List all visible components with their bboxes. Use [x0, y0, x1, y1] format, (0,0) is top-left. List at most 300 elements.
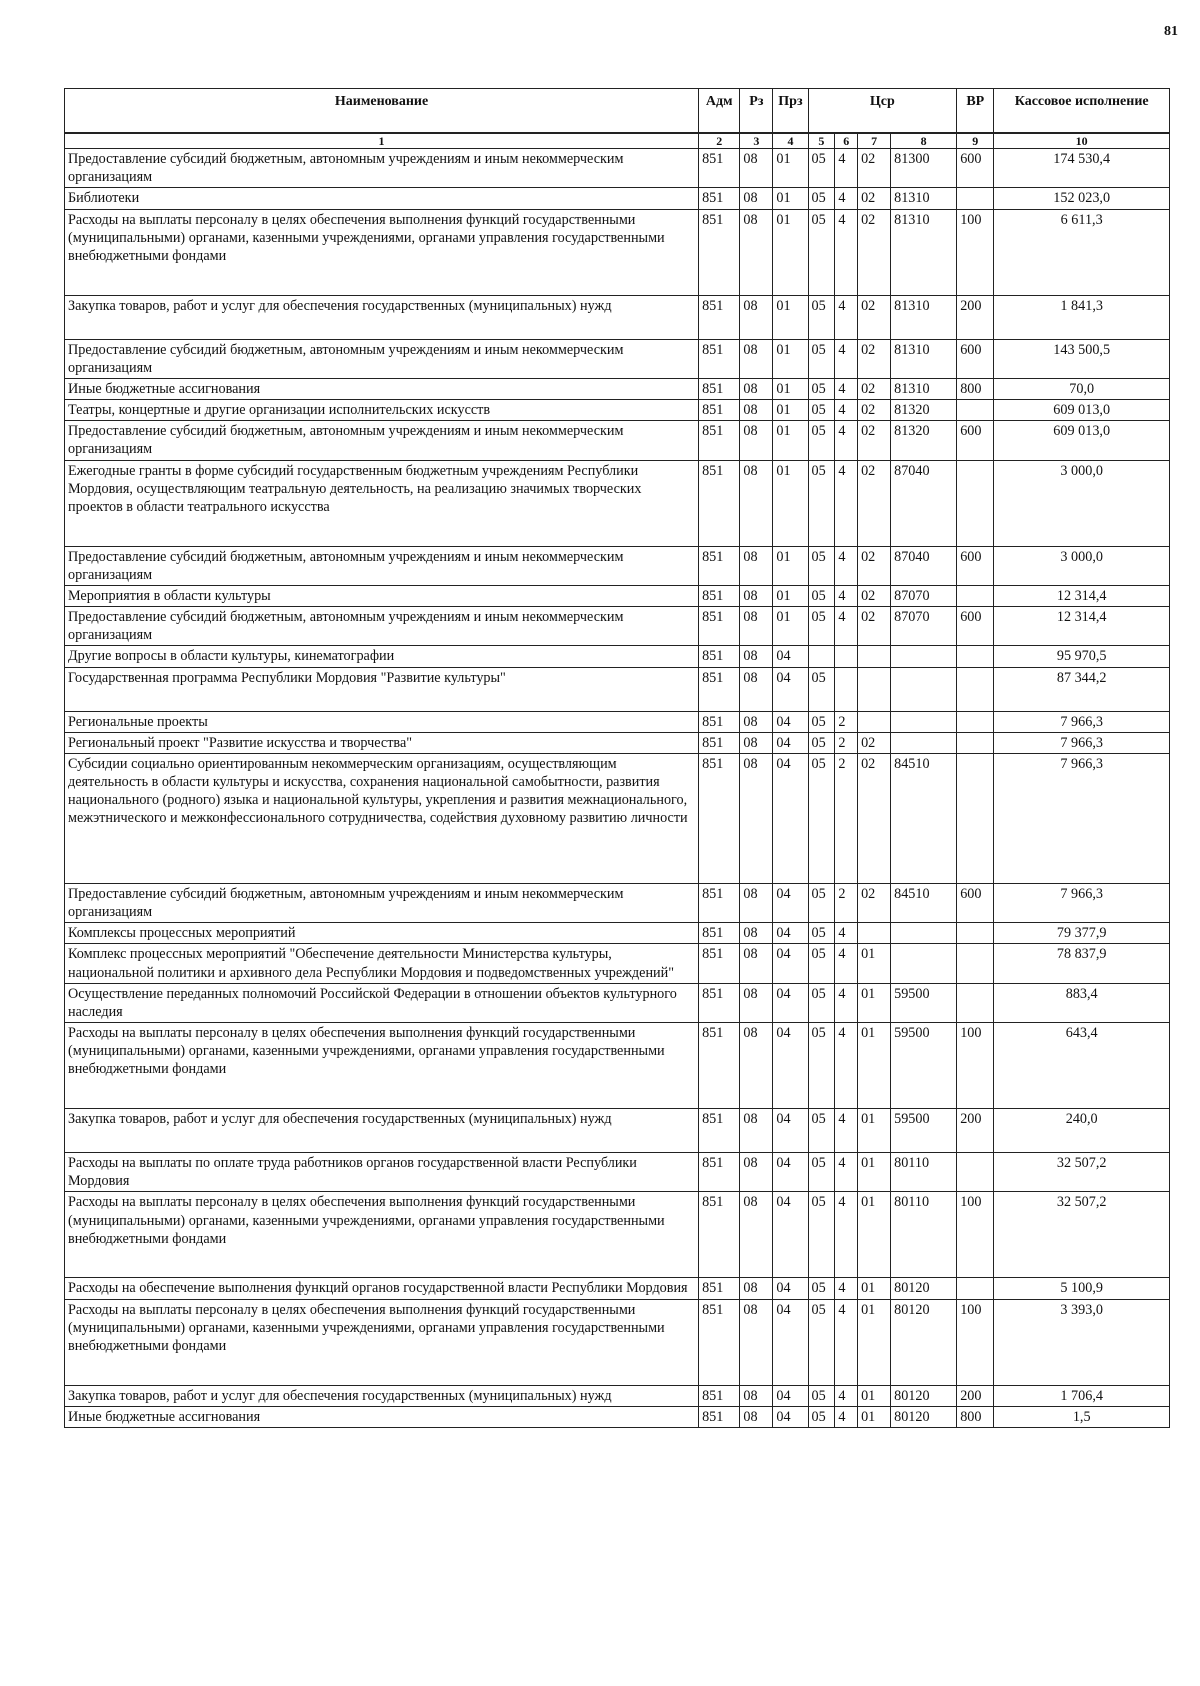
- row-name: Предоставление субсидий бюджетным, автономным учреждениям и иным некоммерческим организациям: [65, 421, 699, 460]
- row-name: Расходы на выплаты персоналу в целях обеспечения выполнения функций государственными (муниципальными) органами, казенными учреждениями, органами управления государственными внебюджетными фондами: [65, 1192, 699, 1278]
- row-csr-program: 05: [808, 1192, 835, 1278]
- row-csr-type: 4: [835, 421, 858, 460]
- row-vr: 600: [957, 149, 994, 188]
- row-csr-sub: 01: [858, 1299, 891, 1385]
- column-number: 8: [891, 133, 957, 149]
- row-csr-sub: 01: [858, 1109, 891, 1153]
- table-row: [65, 378, 1170, 399]
- table-row: [65, 209, 1170, 295]
- row-rz: 08: [740, 1153, 773, 1192]
- row-csr-direction: 81320: [891, 421, 957, 460]
- row-csr-type: 4: [835, 378, 858, 399]
- row-vr: 100: [957, 1299, 994, 1385]
- row-amount: 883,4: [994, 983, 1170, 1022]
- row-adm: 851: [699, 378, 740, 399]
- row-amount: 7 966,3: [994, 883, 1170, 922]
- row-amount: 609 013,0: [994, 421, 1170, 460]
- row-rz: 08: [740, 667, 773, 711]
- row-vr: 100: [957, 1023, 994, 1109]
- row-csr-type: 2: [835, 883, 858, 922]
- row-csr-direction: 81310: [891, 295, 957, 339]
- row-csr-program: 05: [808, 753, 835, 883]
- row-csr-direction: 80110: [891, 1153, 957, 1192]
- row-name: Комплекс процессных мероприятий "Обеспечение деятельности Министерства культуры, национальной политики и архивного дела Республики Мордовия и подведомственных учреждений": [65, 944, 699, 983]
- row-vr: [957, 1153, 994, 1192]
- row-rz: 08: [740, 188, 773, 209]
- table-row: [65, 646, 1170, 667]
- page-number: 81: [1164, 24, 1178, 39]
- row-adm: 851: [699, 1109, 740, 1153]
- table-row: [65, 883, 1170, 922]
- row-csr-sub: [858, 667, 891, 711]
- row-csr-direction: 81310: [891, 378, 957, 399]
- row-vr: 800: [957, 378, 994, 399]
- row-csr-type: 4: [835, 209, 858, 295]
- row-rz: 08: [740, 546, 773, 585]
- table-row: [65, 421, 1170, 460]
- column-number: 5: [808, 133, 835, 149]
- row-amount: 174 530,4: [994, 149, 1170, 188]
- row-csr-type: 2: [835, 711, 858, 732]
- row-adm: 851: [699, 209, 740, 295]
- table-row: [65, 1385, 1170, 1406]
- row-adm: 851: [699, 460, 740, 546]
- row-vr: 100: [957, 1192, 994, 1278]
- row-name: Региональные проекты: [65, 711, 699, 732]
- row-adm: 851: [699, 1385, 740, 1406]
- row-vr: 600: [957, 883, 994, 922]
- row-amount: 79 377,9: [994, 923, 1170, 944]
- header-vr: ВР: [957, 89, 994, 134]
- row-vr: [957, 400, 994, 421]
- row-vr: [957, 667, 994, 711]
- row-prz: 04: [773, 667, 808, 711]
- table-row: [65, 667, 1170, 711]
- row-adm: 851: [699, 295, 740, 339]
- table-row: [65, 188, 1170, 209]
- row-csr-program: 05: [808, 1385, 835, 1406]
- row-name: Библиотеки: [65, 188, 699, 209]
- row-csr-program: 05: [808, 983, 835, 1022]
- row-csr-sub: 01: [858, 1385, 891, 1406]
- column-number: 6: [835, 133, 858, 149]
- row-csr-sub: 01: [858, 1278, 891, 1299]
- row-vr: 800: [957, 1406, 994, 1427]
- row-amount: 240,0: [994, 1109, 1170, 1153]
- row-name: Предоставление субсидий бюджетным, автономным учреждениям и иным некоммерческим организациям: [65, 546, 699, 585]
- row-name: Расходы на выплаты персоналу в целях обеспечения выполнения функций государственными (муниципальными) органами, казенными учреждениями, органами управления государственными внебюджетными фондами: [65, 1299, 699, 1385]
- row-vr: 600: [957, 339, 994, 378]
- row-rz: 08: [740, 1023, 773, 1109]
- row-prz: 04: [773, 711, 808, 732]
- row-csr-type: 4: [835, 983, 858, 1022]
- column-number: 1: [65, 133, 699, 149]
- row-csr-sub: 02: [858, 209, 891, 295]
- row-name: Другие вопросы в области культуры, кинематографии: [65, 646, 699, 667]
- row-csr-program: 05: [808, 1153, 835, 1192]
- table-row: [65, 546, 1170, 585]
- row-csr-sub: [858, 923, 891, 944]
- row-csr-sub: 01: [858, 1023, 891, 1109]
- row-prz: 04: [773, 923, 808, 944]
- row-csr-program: 05: [808, 883, 835, 922]
- row-csr-direction: 80120: [891, 1406, 957, 1427]
- row-csr-program: 05: [808, 711, 835, 732]
- row-csr-sub: [858, 711, 891, 732]
- row-adm: 851: [699, 1278, 740, 1299]
- row-adm: 851: [699, 1299, 740, 1385]
- row-amount: 32 507,2: [994, 1192, 1170, 1278]
- row-adm: 851: [699, 1023, 740, 1109]
- row-adm: 851: [699, 607, 740, 646]
- row-rz: 08: [740, 460, 773, 546]
- column-number: 3: [740, 133, 773, 149]
- row-csr-program: 05: [808, 1109, 835, 1153]
- row-adm: 851: [699, 1406, 740, 1427]
- row-csr-type: 4: [835, 1192, 858, 1278]
- row-vr: 200: [957, 295, 994, 339]
- row-name: Ежегодные гранты в форме субсидий государственным бюджетным учреждениям Республики Мордовия, осуществляющим театральную деятельность, на реализацию значимых творческих проектов в области театрального искусства: [65, 460, 699, 546]
- header-csr: Цср: [808, 89, 957, 134]
- row-amount: 7 966,3: [994, 753, 1170, 883]
- row-rz: 08: [740, 711, 773, 732]
- row-adm: 851: [699, 585, 740, 606]
- row-amount: 643,4: [994, 1023, 1170, 1109]
- column-number: 4: [773, 133, 808, 149]
- row-csr-direction: 84510: [891, 753, 957, 883]
- row-csr-type: 2: [835, 732, 858, 753]
- row-csr-program: 05: [808, 421, 835, 460]
- row-rz: 08: [740, 209, 773, 295]
- row-name: Расходы на выплаты по оплате труда работников органов государственной власти Республики Мордовия: [65, 1153, 699, 1192]
- row-amount: 1 706,4: [994, 1385, 1170, 1406]
- row-csr-program: [808, 646, 835, 667]
- row-vr: [957, 188, 994, 209]
- row-adm: 851: [699, 546, 740, 585]
- row-rz: 08: [740, 1109, 773, 1153]
- row-prz: 01: [773, 421, 808, 460]
- table-row: [65, 1023, 1170, 1109]
- row-csr-program: 05: [808, 546, 835, 585]
- row-prz: 04: [773, 983, 808, 1022]
- row-csr-type: 4: [835, 607, 858, 646]
- row-adm: 851: [699, 646, 740, 667]
- row-csr-direction: 81310: [891, 209, 957, 295]
- table-row: [65, 923, 1170, 944]
- row-csr-type: 4: [835, 1023, 858, 1109]
- row-vr: [957, 646, 994, 667]
- row-csr-sub: 01: [858, 1153, 891, 1192]
- table-row: [65, 1109, 1170, 1153]
- row-name: Театры, концертные и другие организации исполнительских искусств: [65, 400, 699, 421]
- row-adm: 851: [699, 923, 740, 944]
- row-csr-program: 05: [808, 923, 835, 944]
- table-row: [65, 400, 1170, 421]
- row-vr: [957, 753, 994, 883]
- row-csr-direction: 80120: [891, 1278, 957, 1299]
- table-row: [65, 149, 1170, 188]
- row-vr: 600: [957, 546, 994, 585]
- row-name: Иные бюджетные ассигнования: [65, 378, 699, 399]
- budget-execution-table: [64, 88, 1170, 1428]
- row-amount: 143 500,5: [994, 339, 1170, 378]
- row-csr-program: 05: [808, 339, 835, 378]
- table-row: [65, 460, 1170, 546]
- row-vr: [957, 711, 994, 732]
- row-csr-program: 05: [808, 1406, 835, 1427]
- header-rz: Рз: [740, 89, 773, 134]
- row-csr-sub: 02: [858, 295, 891, 339]
- row-csr-direction: 80110: [891, 1192, 957, 1278]
- row-csr-program: 05: [808, 667, 835, 711]
- row-adm: 851: [699, 400, 740, 421]
- row-rz: 08: [740, 646, 773, 667]
- row-name: Закупка товаров, работ и услуг для обеспечения государственных (муниципальных) нужд: [65, 1385, 699, 1406]
- row-amount: 70,0: [994, 378, 1170, 399]
- table-row: [65, 339, 1170, 378]
- row-csr-direction: [891, 667, 957, 711]
- row-csr-type: 4: [835, 1299, 858, 1385]
- row-amount: 12 314,4: [994, 607, 1170, 646]
- row-amount: 152 023,0: [994, 188, 1170, 209]
- row-csr-program: 05: [808, 295, 835, 339]
- row-name: Закупка товаров, работ и услуг для обеспечения государственных (муниципальных) нужд: [65, 295, 699, 339]
- row-csr-type: [835, 667, 858, 711]
- row-csr-program: 05: [808, 1299, 835, 1385]
- row-csr-program: 05: [808, 149, 835, 188]
- row-csr-sub: 01: [858, 1406, 891, 1427]
- row-csr-direction: 59500: [891, 1023, 957, 1109]
- row-csr-sub: 02: [858, 732, 891, 753]
- row-prz: 01: [773, 188, 808, 209]
- row-amount: 1,5: [994, 1406, 1170, 1427]
- row-prz: 04: [773, 753, 808, 883]
- row-amount: 12 314,4: [994, 585, 1170, 606]
- row-vr: 600: [957, 421, 994, 460]
- row-csr-sub: [858, 646, 891, 667]
- row-csr-type: 4: [835, 1109, 858, 1153]
- row-csr-program: 05: [808, 209, 835, 295]
- row-csr-direction: 84510: [891, 883, 957, 922]
- table-row: [65, 732, 1170, 753]
- column-number: 10: [994, 133, 1170, 149]
- row-csr-direction: [891, 711, 957, 732]
- header-adm: Адм: [699, 89, 740, 134]
- row-name: Закупка товаров, работ и услуг для обеспечения государственных (муниципальных) нужд: [65, 1109, 699, 1153]
- row-rz: 08: [740, 944, 773, 983]
- row-prz: 04: [773, 1023, 808, 1109]
- row-prz: 04: [773, 1109, 808, 1153]
- row-adm: 851: [699, 732, 740, 753]
- row-prz: 01: [773, 295, 808, 339]
- row-csr-sub: 02: [858, 753, 891, 883]
- row-csr-sub: 02: [858, 400, 891, 421]
- column-number: 2: [699, 133, 740, 149]
- row-prz: 04: [773, 646, 808, 667]
- row-csr-direction: 59500: [891, 983, 957, 1022]
- row-name: Мероприятия в области культуры: [65, 585, 699, 606]
- row-adm: 851: [699, 944, 740, 983]
- row-name: Предоставление субсидий бюджетным, автономным учреждениям и иным некоммерческим организациям: [65, 883, 699, 922]
- table-row: [65, 1406, 1170, 1427]
- row-vr: 100: [957, 209, 994, 295]
- row-csr-type: 4: [835, 1278, 858, 1299]
- row-csr-sub: 01: [858, 944, 891, 983]
- row-amount: 95 970,5: [994, 646, 1170, 667]
- row-amount: 3 000,0: [994, 460, 1170, 546]
- row-prz: 04: [773, 883, 808, 922]
- row-name: Предоставление субсидий бюджетным, автономным учреждениям и иным некоммерческим организациям: [65, 149, 699, 188]
- row-csr-direction: [891, 646, 957, 667]
- row-rz: 08: [740, 378, 773, 399]
- row-prz: 04: [773, 1406, 808, 1427]
- header-row: [65, 89, 1170, 134]
- row-csr-type: 2: [835, 753, 858, 883]
- table-row: [65, 1192, 1170, 1278]
- row-csr-direction: 80120: [891, 1385, 957, 1406]
- row-vr: 600: [957, 607, 994, 646]
- row-csr-type: 4: [835, 295, 858, 339]
- row-prz: 04: [773, 944, 808, 983]
- row-name: Расходы на обеспечение выполнения функций органов государственной власти Республики Мордовия: [65, 1278, 699, 1299]
- row-csr-type: 4: [835, 944, 858, 983]
- row-amount: 6 611,3: [994, 209, 1170, 295]
- row-amount: 1 841,3: [994, 295, 1170, 339]
- row-csr-sub: 02: [858, 339, 891, 378]
- row-adm: 851: [699, 753, 740, 883]
- row-rz: 08: [740, 1406, 773, 1427]
- row-csr-program: 05: [808, 378, 835, 399]
- row-csr-sub: 02: [858, 421, 891, 460]
- column-number: 9: [957, 133, 994, 149]
- row-adm: 851: [699, 149, 740, 188]
- row-adm: 851: [699, 421, 740, 460]
- row-vr: [957, 460, 994, 546]
- row-csr-type: 4: [835, 339, 858, 378]
- row-csr-direction: 80120: [891, 1299, 957, 1385]
- row-csr-program: 05: [808, 585, 835, 606]
- row-csr-program: 05: [808, 944, 835, 983]
- row-name: Иные бюджетные ассигнования: [65, 1406, 699, 1427]
- row-csr-program: 05: [808, 400, 835, 421]
- row-amount: 87 344,2: [994, 667, 1170, 711]
- row-rz: 08: [740, 295, 773, 339]
- row-csr-program: 05: [808, 1023, 835, 1109]
- row-prz: 01: [773, 607, 808, 646]
- row-prz: 01: [773, 149, 808, 188]
- row-csr-program: 05: [808, 607, 835, 646]
- row-prz: 01: [773, 209, 808, 295]
- row-csr-type: 4: [835, 1385, 858, 1406]
- row-csr-direction: [891, 732, 957, 753]
- header-prz: Прз: [773, 89, 808, 134]
- row-vr: 200: [957, 1109, 994, 1153]
- row-csr-direction: 87040: [891, 546, 957, 585]
- row-csr-sub: 01: [858, 983, 891, 1022]
- row-name: Региональный проект "Развитие искусства и творчества": [65, 732, 699, 753]
- row-amount: 609 013,0: [994, 400, 1170, 421]
- row-rz: 08: [740, 1385, 773, 1406]
- row-rz: 08: [740, 1192, 773, 1278]
- row-prz: 04: [773, 1192, 808, 1278]
- row-amount: 3 000,0: [994, 546, 1170, 585]
- row-name: Предоставление субсидий бюджетным, автономным учреждениям и иным некоммерческим организациям: [65, 339, 699, 378]
- row-csr-type: [835, 646, 858, 667]
- row-rz: 08: [740, 421, 773, 460]
- row-csr-type: 4: [835, 585, 858, 606]
- row-csr-direction: 81310: [891, 339, 957, 378]
- row-name: Государственная программа Республики Мордовия "Развитие культуры": [65, 667, 699, 711]
- row-rz: 08: [740, 607, 773, 646]
- row-csr-sub: 02: [858, 546, 891, 585]
- row-name: Субсидии социально ориентированным некоммерческим организациям, осуществляющим деятельность в области культуры и искусства, сохранения национальной самобытности, развития национального (родного) языка и национальной культуры, укрепления и развития межнационального, межэтнического и межконфессионального сотрудничества, содействия духовному развитию личности: [65, 753, 699, 883]
- row-prz: 01: [773, 585, 808, 606]
- table-row: [65, 1278, 1170, 1299]
- row-rz: 08: [740, 1299, 773, 1385]
- row-csr-sub: 02: [858, 378, 891, 399]
- row-amount: 5 100,9: [994, 1278, 1170, 1299]
- row-csr-direction: 81310: [891, 188, 957, 209]
- row-vr: [957, 585, 994, 606]
- row-prz: 04: [773, 1278, 808, 1299]
- row-rz: 08: [740, 983, 773, 1022]
- row-vr: 200: [957, 1385, 994, 1406]
- row-name: Комплексы процессных мероприятий: [65, 923, 699, 944]
- row-adm: 851: [699, 667, 740, 711]
- column-number: 7: [858, 133, 891, 149]
- row-amount: 3 393,0: [994, 1299, 1170, 1385]
- row-adm: 851: [699, 1192, 740, 1278]
- row-csr-sub: 02: [858, 607, 891, 646]
- row-name: Осуществление переданных полномочий Российской Федерации в отношении объектов культурного наследия: [65, 983, 699, 1022]
- row-csr-type: 4: [835, 149, 858, 188]
- row-csr-sub: 02: [858, 188, 891, 209]
- row-csr-type: 4: [835, 546, 858, 585]
- row-csr-type: 4: [835, 188, 858, 209]
- row-vr: [957, 1278, 994, 1299]
- table-body: [65, 149, 1170, 1428]
- row-rz: 08: [740, 400, 773, 421]
- row-prz: 04: [773, 1385, 808, 1406]
- row-csr-type: 4: [835, 400, 858, 421]
- row-name: Расходы на выплаты персоналу в целях обеспечения выполнения функций государственными (муниципальными) органами, казенными учреждениями, органами управления государственными внебюджетными фондами: [65, 1023, 699, 1109]
- table-row: [65, 753, 1170, 883]
- table-row: [65, 983, 1170, 1022]
- row-csr-direction: 87040: [891, 460, 957, 546]
- row-csr-direction: [891, 944, 957, 983]
- row-rz: 08: [740, 339, 773, 378]
- header-name: Наименование: [65, 89, 699, 134]
- row-csr-direction: 59500: [891, 1109, 957, 1153]
- row-vr: [957, 732, 994, 753]
- row-prz: 01: [773, 546, 808, 585]
- table-row: [65, 607, 1170, 646]
- row-csr-type: 4: [835, 1406, 858, 1427]
- table-row: [65, 944, 1170, 983]
- table-row: [65, 711, 1170, 732]
- row-csr-direction: 87070: [891, 607, 957, 646]
- row-rz: 08: [740, 149, 773, 188]
- row-amount: 78 837,9: [994, 944, 1170, 983]
- row-csr-sub: 02: [858, 460, 891, 546]
- row-adm: 851: [699, 1153, 740, 1192]
- row-vr: [957, 923, 994, 944]
- row-csr-sub: 02: [858, 883, 891, 922]
- row-amount: 32 507,2: [994, 1153, 1170, 1192]
- row-csr-program: 05: [808, 1278, 835, 1299]
- row-prz: 01: [773, 460, 808, 546]
- row-adm: 851: [699, 188, 740, 209]
